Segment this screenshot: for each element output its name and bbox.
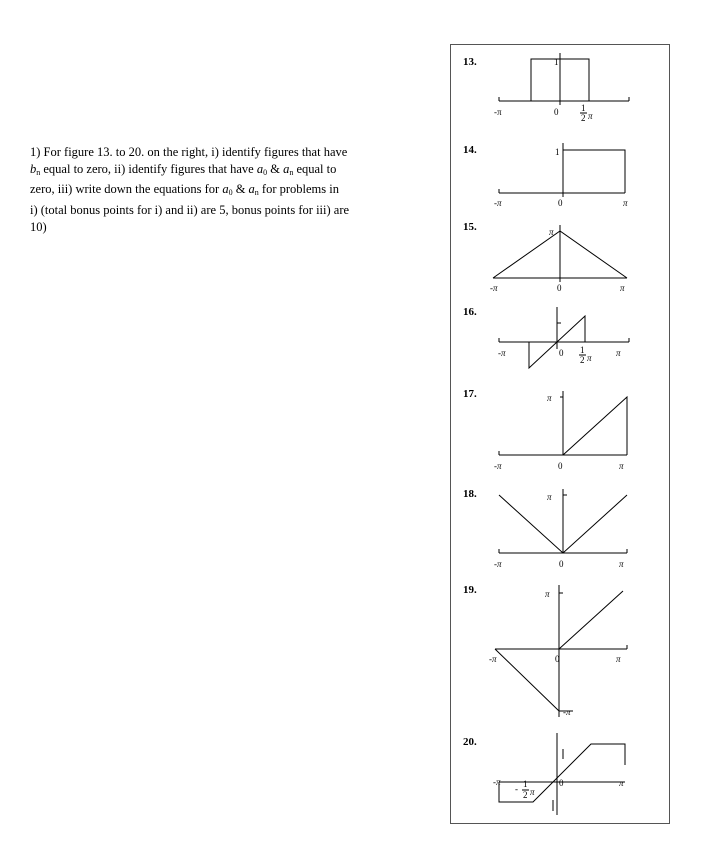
figure-15-number: 15. (463, 221, 477, 233)
fig20-label-zero: 0 (559, 778, 564, 788)
b-variable: b (30, 162, 37, 177)
a0-subscript-2: 0 (228, 188, 233, 198)
figure-13-number: 13. (463, 56, 477, 68)
fig19-label-zero: 0 (555, 654, 560, 664)
figure-17 (463, 388, 627, 471)
question-line-3 (30, 181, 438, 201)
fig17-label-pi: π (619, 461, 624, 471)
fig15-label-pi-top: π (549, 227, 554, 237)
fig14-label-zero: 0 (558, 198, 563, 208)
fig17-label-pi-top: π (547, 393, 552, 403)
fig13-label-half-num: 1 (581, 103, 586, 113)
fig20-label-half-den: 2 (523, 790, 528, 800)
figure-14-number: 14. (463, 144, 477, 156)
fig14-label-neg-pi: -π (494, 198, 502, 208)
a0-variable: a (256, 162, 264, 177)
fig16-label-pi: π (616, 348, 621, 358)
figure-20-number: 20. (463, 736, 477, 748)
figures-svg (451, 45, 671, 825)
figure-15 (463, 221, 627, 293)
ampersand: & (267, 162, 284, 177)
figure-16 (463, 306, 629, 368)
figure-13 (463, 53, 629, 123)
fig16-label-zero: 0 (559, 348, 564, 358)
fig18-label-pi: π (619, 559, 624, 569)
fig16-label-half-den: 2 (580, 355, 585, 365)
fig20-label-minus: - (515, 784, 518, 794)
fig13-label-half-den: 2 (581, 113, 586, 123)
figure-18 (463, 488, 627, 569)
figure-18-number: 18. (463, 488, 477, 500)
fig20-label-neg-pi: -π (493, 777, 501, 787)
an-variable-2: a (248, 182, 255, 197)
figure-14 (463, 143, 628, 208)
figure-19-number: 19. (463, 584, 477, 596)
a0-variable-2: a (222, 182, 229, 197)
fig15-label-pi: π (620, 283, 625, 293)
a0-subscript: 0 (263, 168, 268, 178)
figures-panel (450, 44, 670, 824)
question-line-2 (30, 161, 438, 181)
fig19-label-pi-top: π (545, 589, 550, 599)
fig18-label-pi-top: π (547, 492, 552, 502)
figure-16-number: 16. (463, 306, 477, 318)
fig16-label-pi-right: π (587, 353, 592, 363)
ampersand-2: & (232, 182, 249, 197)
question-line-3-start: zero, iii) write down the equations for (30, 182, 223, 197)
question-line-4: i) (total bonus points for i) and ii) are 5, bonus points for iii) are (30, 202, 350, 217)
fig17-label-zero: 0 (558, 461, 563, 471)
fig13-label-one: 1 (554, 57, 559, 67)
figure-20 (463, 733, 625, 815)
fig13-label-neg-pi: -π (494, 107, 502, 117)
fig16-label-half-num: 1 (580, 345, 585, 355)
b-subscript: n (36, 168, 41, 178)
fig19-label-neg-pi: -π (489, 654, 497, 664)
question-line-5: 10) (30, 219, 47, 234)
an-subscript-2: n (254, 188, 259, 198)
question-line-3-end: for problems in (258, 182, 339, 197)
figure-17-number: 17. (463, 388, 477, 400)
fig20-label-half-num: 1 (523, 779, 528, 789)
fig16-label-neg-pi: -π (498, 348, 506, 358)
fig18-label-zero: 0 (559, 559, 564, 569)
fig13-label-pi: π (588, 111, 593, 121)
fig17-label-neg-pi: -π (494, 461, 502, 471)
fig18-label-neg-pi: -π (494, 559, 502, 569)
an-variable: a (283, 162, 290, 177)
fig20-label-pi-small: π (530, 787, 535, 797)
question-text (30, 144, 438, 236)
fig19-label-neg-pi-bottom: -π (563, 707, 571, 717)
question-line-2-text: equal to zero, ii) identify figures that have (40, 162, 257, 177)
figure-19 (463, 584, 627, 717)
question-line-2-end: equal to (293, 162, 337, 177)
fig14-label-one: 1 (555, 147, 560, 157)
fig13-label-zero: 0 (554, 107, 559, 117)
fig15-label-zero: 0 (557, 283, 562, 293)
question-line-1: 1) For figure 13. to 20. on the right, i) identify figures that have (30, 145, 348, 159)
fig14-label-pi: π (623, 198, 628, 208)
fig19-label-pi: π (616, 654, 621, 664)
an-subscript: n (289, 168, 294, 178)
fig15-label-neg-pi: -π (490, 283, 498, 293)
fig20-label-pi: π (619, 778, 624, 788)
